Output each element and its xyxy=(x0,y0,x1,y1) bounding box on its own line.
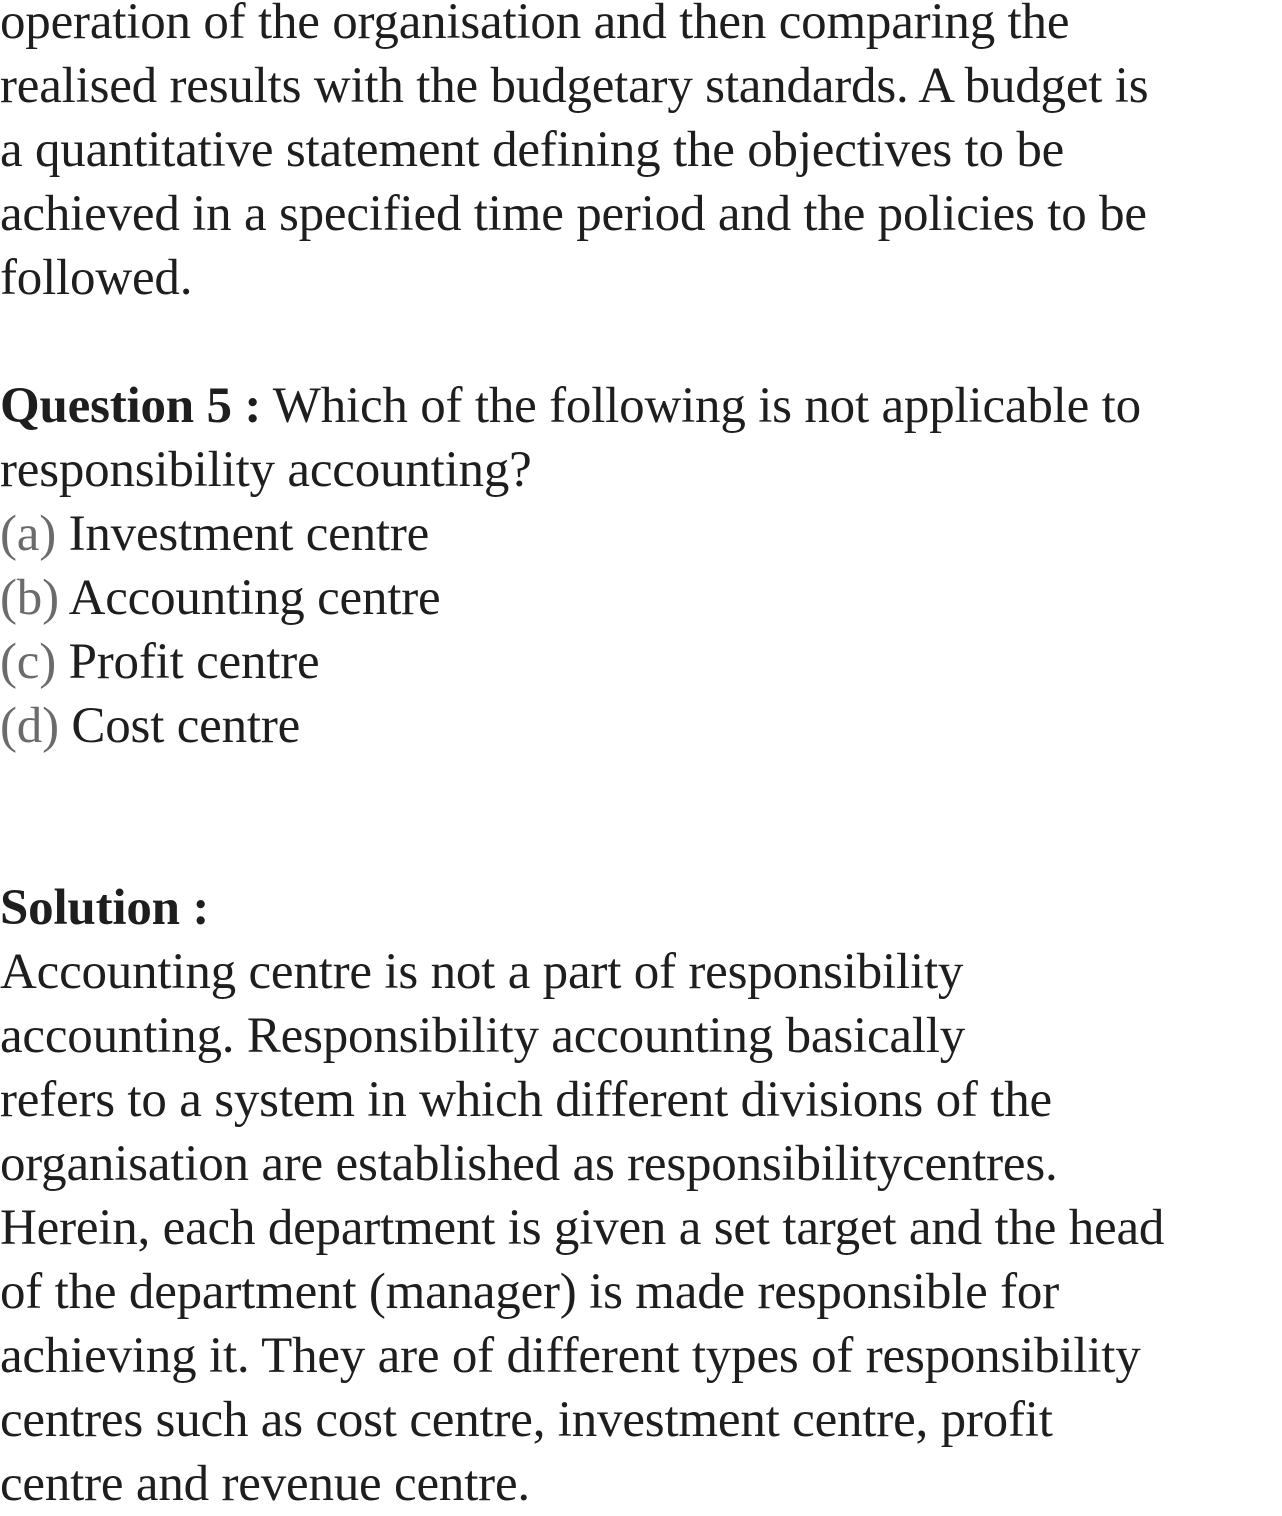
option-d xyxy=(0,694,300,758)
solution-line: accounting. Responsibility accounting basically xyxy=(0,1008,966,1064)
option-letter: (b) xyxy=(0,570,59,626)
option-letter: (a) xyxy=(0,506,57,562)
intro-line: followed. xyxy=(0,250,193,306)
option-letter: (d) xyxy=(0,698,59,754)
intro-line: operation of the organisation and then comparing the xyxy=(0,0,1070,50)
option-text: Cost centre xyxy=(58,698,301,754)
question-line xyxy=(0,374,1141,438)
option-a xyxy=(0,502,429,566)
question-label: Question 5 : xyxy=(0,378,262,434)
intro-line: achieved in a specified time period and the policies to be xyxy=(0,186,1147,242)
option-text: Accounting centre xyxy=(58,570,441,626)
option-c xyxy=(0,630,319,694)
solution-line: Herein, each department is given a set target and the head xyxy=(0,1200,1165,1256)
intro-line: realised results with the budgetary standards. A budget is xyxy=(0,58,1149,114)
solution-line: centre and revenue centre. xyxy=(0,1456,530,1512)
option-text: Profit centre xyxy=(56,634,320,690)
intro-line: a quantitative statement defining the objectives to be xyxy=(0,122,1065,178)
option-b xyxy=(0,566,440,630)
solution-line: of the department (manager) is made responsible for xyxy=(0,1264,1059,1320)
solution-line: centres such as cost centre, investment centre, profit xyxy=(0,1392,1053,1448)
solution-line: organisation are established as responsibilitycentres. xyxy=(0,1136,1058,1192)
question-text: Which of the following is not applicable to xyxy=(261,378,1141,434)
option-text: Investment centre xyxy=(56,506,430,562)
solution-label: Solution : xyxy=(0,880,210,936)
question-text-continued: responsibility accounting? xyxy=(0,442,532,498)
option-letter: (c) xyxy=(0,634,57,690)
solution-line: Accounting centre is not a part of responsibility xyxy=(0,944,964,1000)
solution-line: achieving it. They are of different types of responsibility xyxy=(0,1328,1141,1384)
solution-line: refers to a system in which different divisions of the xyxy=(0,1072,1052,1128)
